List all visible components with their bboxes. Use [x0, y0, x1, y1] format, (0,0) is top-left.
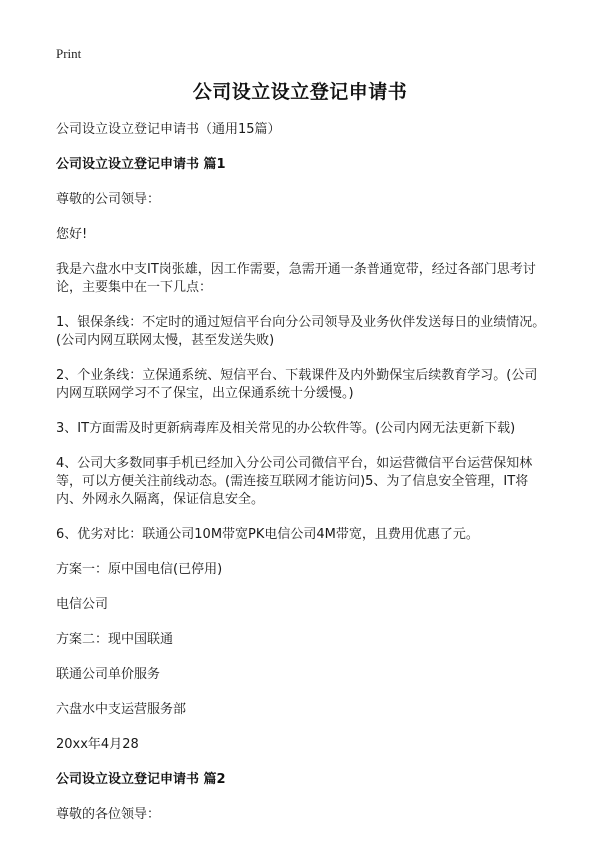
- section-heading: 公司设立设立登记申请书 篇2: [56, 772, 226, 787]
- salutation: 尊敬的各位领导：: [56, 807, 161, 822]
- document-title: 公司设立设立登记申请书: [192, 81, 408, 103]
- salutation: 尊敬的公司领导：: [56, 192, 161, 207]
- body-paragraph: 2、个业条线：立保通系统、短信平台、下载课件及内外勤保宝后续教育学习。(公司内网互联网学习不了保宝，出立保通系统十分缓慢。): [56, 368, 538, 401]
- body-paragraph: 3、IT方面需及时更新病毒库及相关常见的办公软件等。(公司内网无法更新下载): [56, 421, 516, 436]
- document-subtitle: 公司设立设立登记申请书（通用15篇）: [56, 122, 281, 137]
- body-paragraph: 电信公司: [56, 597, 109, 612]
- section-heading: 公司设立设立登记申请书 篇1: [56, 157, 226, 172]
- body-paragraph: 我是六盘水中支IT岗张雄，因工作需要，急需开通一条普通宽带，经过各部门思考讨论，主要集中在一下几点：: [56, 262, 536, 295]
- document-body: [56, 121, 550, 841]
- greeting: 您好!: [56, 227, 88, 242]
- body-paragraph: 4、公司大多数同事手机已经加入分公司公司微信平台，如运营微信平台运营保知林等，可以方便关注前线动态。(需连接互联网才能访问)5、为了信息安全管理，IT将内、外网永久隔离，保证信息安全。: [56, 456, 533, 507]
- signature-department: 六盘水中支运营服务部: [56, 702, 187, 717]
- print-label: Print: [56, 46, 82, 61]
- signature-date: 20xx年4月28: [56, 737, 139, 752]
- body-paragraph: 方案二：现中国联通: [56, 632, 174, 647]
- body-paragraph: 1、银保条线：不定时的通过短信平台向分公司领导及业务伙伴发送每日的业绩情况。(公司内网互联网太慢，甚至发送失败): [56, 315, 546, 348]
- body-paragraph: 方案一：原中国电信(已停用): [56, 562, 223, 577]
- body-paragraph: 联通公司单价服务: [56, 667, 161, 682]
- body-paragraph: 6、优劣对比：联通公司10M带宽PK电信公司4M带宽，且费用优惠了元。: [56, 527, 479, 542]
